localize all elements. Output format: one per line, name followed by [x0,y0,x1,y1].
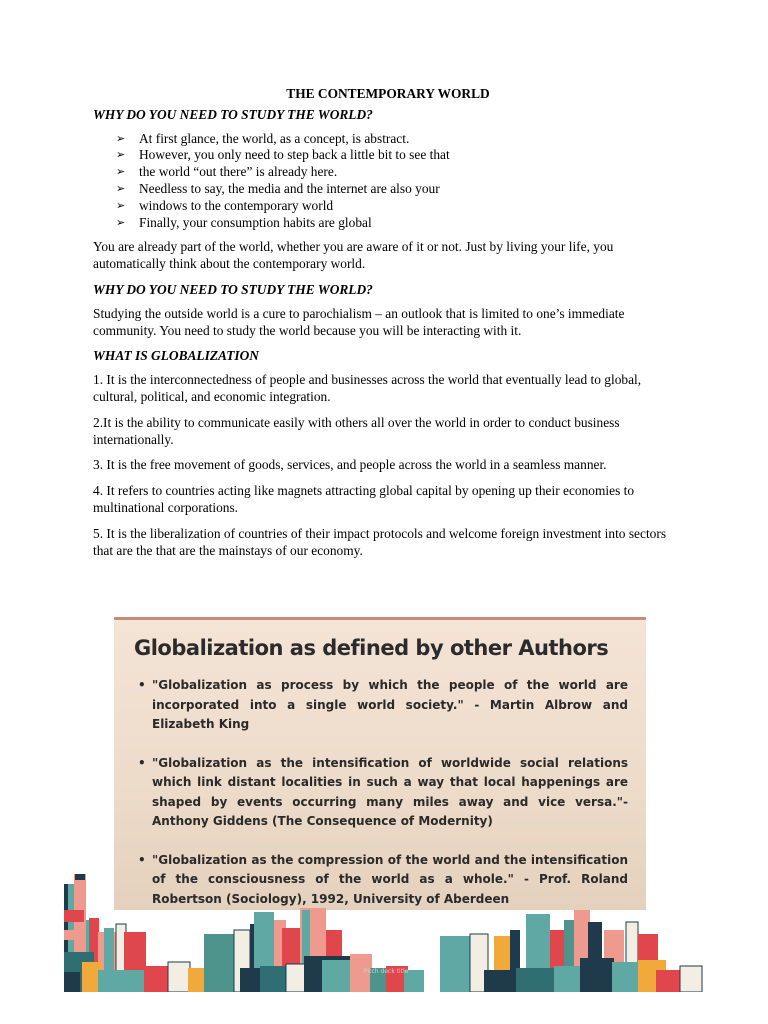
paragraph-already-part: You are already part of the world, whether you are aware of it or not. Just by living your life, you automatically think about the contemporary world. [93,239,614,272]
bullet-dot-icon: • [138,678,146,692]
heading-why-study-1: WHY DO YOU NEED TO STUDY THE WORLD? [93,106,373,122]
document-page [93,86,683,568]
slide-quote: • "Globalization as process by which the people of the world are incorporated into a single world society." - Martin Albrow and Elizabeth King [138,678,628,731]
bullet-item: ➢ Finally, your consumption habits are global [116,214,372,230]
heading-what-is-globalization: WHAT IS GLOBALIZATION [93,348,259,364]
bullet-item: ➢ the world “out there” is already here. [116,164,338,180]
definition-item: 4. It refers to countries acting like magnets attracting global capital by opening up their economies to multinational corporations. [93,483,635,515]
arrow-bullet-icon: ➢ [116,198,126,212]
slide-quote: • "Globalization as the compression of the world and the intensification of the consciousness of the world as a whole." - Prof. Roland Robertson (Sociology), 1992, University of Aberdeen [138,852,628,906]
document-title: THE CONTEMPORARY WORLD [286,86,490,101]
heading-why-study-2: WHY DO YOU NEED TO STUDY THE WORLD? [93,281,373,297]
definition-item: 5. It is the liberalization of countries of their impact protocols and welcome foreign investment into sectors that are the that are the mainstays of our economy. [93,525,667,558]
slide-footer-text: Pitch deck title [364,968,409,975]
definition-item: 1. It is the interconnectedness of people and businesses across the world that eventually lead to global, cultural, political, and economic integration. [93,372,642,404]
definition-item: 3. It is the free movement of goods, services, and people across the world in a seamless manner. [93,457,607,473]
embedded-slide-image [114,617,646,910]
slide-title: Globalization as defined by other Authors [134,636,609,660]
arrow-bullet-icon: ➢ [116,131,126,145]
bullet-item: ➢ At first glance, the world, as a concept, is abstract. [116,130,410,146]
arrow-bullet-icon: ➢ [116,165,126,179]
bullet-dot-icon: • [138,755,146,770]
paragraph-parochialism: Studying the outside world is a cure to parochialism – an outlook that is limited to one’s immediate community. You need to study the world because you will be interacting with it. [93,305,625,338]
bullet-dot-icon: • [138,852,146,867]
arrow-bullet-icon: ➢ [116,181,126,195]
bullet-list [93,131,683,232]
arrow-bullet-icon: ➢ [116,215,126,229]
arrow-bullet-icon: ➢ [116,148,126,162]
bullet-item: ➢ Needless to say, the media and the internet are also your [116,180,440,196]
bullet-item: ➢ windows to the contemporary world [116,197,334,213]
bullet-item: ➢ However, you only need to step back a little bit to see that [116,147,450,163]
slide-quote: • "Globalization as the intensification of worldwide social relations which link distant localities in such a way that local happenings are shaped by events occurring many miles away and vice versa."- Anthony Giddens (The Consequence of Modernity) [138,755,628,828]
definition-item: 2.It is the ability to communicate easily with others all over the world in order to conduct business internationally. [93,414,620,447]
